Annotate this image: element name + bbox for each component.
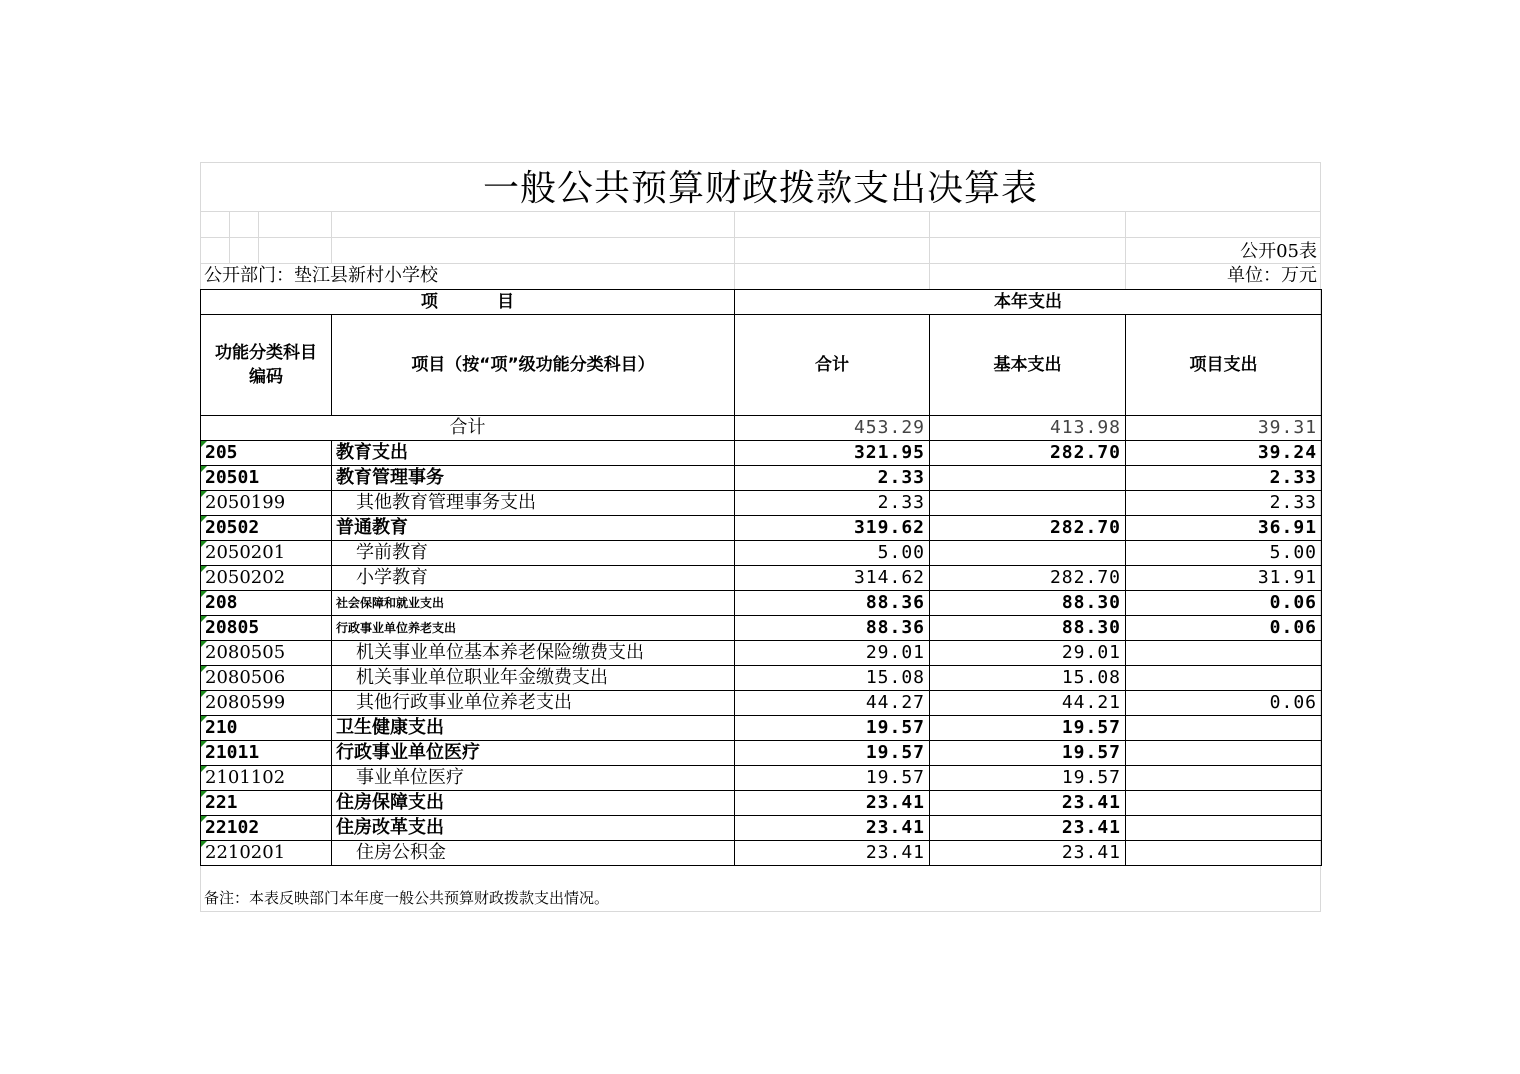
row-basic: 23.41 xyxy=(930,841,1126,866)
table-id: 公开05表 xyxy=(1240,241,1317,262)
row-code xyxy=(201,566,332,591)
row-basic: 19.57 xyxy=(930,741,1126,766)
row-code-text: 2101102 xyxy=(205,767,286,788)
cell-marker-icon xyxy=(201,816,207,822)
row-project: 39.24 xyxy=(1126,441,1322,466)
row-total: 88.36 xyxy=(735,591,930,616)
row-basic: 29.01 xyxy=(930,641,1126,666)
cell-marker-icon xyxy=(201,616,207,622)
table-row xyxy=(201,641,1322,666)
cell-marker-icon xyxy=(201,791,207,797)
row-name: 社会保障和就业支出 xyxy=(332,591,735,616)
row-basic: 23.41 xyxy=(930,816,1126,841)
cell-marker-icon xyxy=(201,691,207,697)
report-title: 一般公共预算财政拨款支出决算表 xyxy=(482,168,1038,209)
total-row-total: 453.29 xyxy=(735,416,930,441)
row-code xyxy=(201,641,332,666)
table-row xyxy=(201,541,1322,566)
row-project xyxy=(1126,841,1322,866)
row-total: 23.41 xyxy=(735,791,930,816)
total-row-project: 39.31 xyxy=(1126,416,1322,441)
row-basic: 88.30 xyxy=(930,616,1126,641)
row-project xyxy=(1126,766,1322,791)
row-total: 321.95 xyxy=(735,441,930,466)
table-row xyxy=(201,491,1322,516)
row-code xyxy=(201,716,332,741)
row-total: 44.27 xyxy=(735,691,930,716)
row-name: 普通教育 xyxy=(332,516,735,541)
row-total: 319.62 xyxy=(735,516,930,541)
row-project xyxy=(1126,716,1322,741)
row-code xyxy=(201,491,332,516)
table-row xyxy=(201,666,1322,691)
expenditure-table xyxy=(200,289,1322,866)
row-code-text: 210 xyxy=(205,717,238,738)
row-name: 行政事业单位医疗 xyxy=(332,741,735,766)
row-basic: 88.30 xyxy=(930,591,1126,616)
table-row xyxy=(201,816,1322,841)
row-name: 其他行政事业单位养老支出 xyxy=(332,691,735,716)
row-code xyxy=(201,616,332,641)
row-basic: 15.08 xyxy=(930,666,1126,691)
basic-column-header: 基本支出 xyxy=(930,315,1126,416)
row-name: 住房公积金 xyxy=(332,841,735,866)
row-project xyxy=(1126,641,1322,666)
row-name: 教育支出 xyxy=(332,441,735,466)
row-basic: 282.70 xyxy=(930,441,1126,466)
cell-marker-icon xyxy=(201,741,207,747)
row-total: 88.36 xyxy=(735,616,930,641)
total-row-label: 合计 xyxy=(201,416,735,441)
row-name: 行政事业单位养老支出 xyxy=(332,616,735,641)
cell-marker-icon xyxy=(201,716,207,722)
row-code-text: 2080599 xyxy=(205,692,286,713)
row-total: 2.33 xyxy=(735,466,930,491)
table-row xyxy=(201,591,1322,616)
row-code-text: 2080505 xyxy=(205,642,286,663)
row-code xyxy=(201,816,332,841)
row-code xyxy=(201,441,332,466)
row-total: 15.08 xyxy=(735,666,930,691)
table-row xyxy=(201,741,1322,766)
row-basic: 282.70 xyxy=(930,516,1126,541)
row-basic: 23.41 xyxy=(930,791,1126,816)
name-column-header: 项目（按“项”级功能分类科目） xyxy=(332,315,735,416)
row-name: 学前教育 xyxy=(332,541,735,566)
total-row-basic: 413.98 xyxy=(930,416,1126,441)
table-row xyxy=(201,441,1322,466)
row-project xyxy=(1126,741,1322,766)
row-basic: 19.57 xyxy=(930,766,1126,791)
cell-marker-icon xyxy=(201,591,207,597)
row-name: 事业单位医疗 xyxy=(332,766,735,791)
footnote: 备注：本表反映部门本年度一般公共预算财政拨款支出情况。 xyxy=(204,889,610,907)
row-basic: 282.70 xyxy=(930,566,1126,591)
year-expense-group-header: 本年支出 xyxy=(735,290,1322,315)
cell-marker-icon xyxy=(201,541,207,547)
row-code xyxy=(201,791,332,816)
row-total: 5.00 xyxy=(735,541,930,566)
code-column-header: 功能分类科目编码 xyxy=(201,315,332,416)
item-group-header: 项 目 xyxy=(201,290,735,315)
row-total: 23.41 xyxy=(735,841,930,866)
row-code xyxy=(201,841,332,866)
table-row xyxy=(201,841,1322,866)
row-code xyxy=(201,466,332,491)
row-project: 0.06 xyxy=(1126,616,1322,641)
row-total: 19.57 xyxy=(735,716,930,741)
row-code xyxy=(201,541,332,566)
table-row xyxy=(201,616,1322,641)
row-total: 29.01 xyxy=(735,641,930,666)
row-code-text: 22102 xyxy=(205,817,260,838)
row-project: 5.00 xyxy=(1126,541,1322,566)
table-row xyxy=(201,716,1322,741)
row-total: 19.57 xyxy=(735,741,930,766)
row-code-text: 2210201 xyxy=(205,842,286,863)
row-project: 36.91 xyxy=(1126,516,1322,541)
row-project xyxy=(1126,666,1322,691)
row-project: 2.33 xyxy=(1126,491,1322,516)
row-project: 2.33 xyxy=(1126,466,1322,491)
row-code-text: 2050202 xyxy=(205,567,286,588)
table-row xyxy=(201,466,1322,491)
department-label: 公开部门：垫江县新村小学校 xyxy=(204,265,438,286)
row-total: 23.41 xyxy=(735,816,930,841)
cell-marker-icon xyxy=(201,666,207,672)
row-code xyxy=(201,691,332,716)
row-basic: 19.57 xyxy=(930,716,1126,741)
row-basic xyxy=(930,466,1126,491)
row-total: 19.57 xyxy=(735,766,930,791)
row-total: 2.33 xyxy=(735,491,930,516)
row-project: 31.91 xyxy=(1126,566,1322,591)
row-basic xyxy=(930,491,1126,516)
row-name: 教育管理事务 xyxy=(332,466,735,491)
row-name: 小学教育 xyxy=(332,566,735,591)
cell-marker-icon xyxy=(201,466,207,472)
table-row xyxy=(201,691,1322,716)
cell-marker-icon xyxy=(201,841,207,847)
row-code xyxy=(201,741,332,766)
row-name: 机关事业单位基本养老保险缴费支出 xyxy=(332,641,735,666)
row-project: 0.06 xyxy=(1126,591,1322,616)
row-code-text: 20502 xyxy=(205,517,260,538)
row-project: 0.06 xyxy=(1126,691,1322,716)
row-code-text: 20805 xyxy=(205,617,260,638)
row-code xyxy=(201,591,332,616)
cell-marker-icon xyxy=(201,641,207,647)
row-total: 314.62 xyxy=(735,566,930,591)
row-name: 其他教育管理事务支出 xyxy=(332,491,735,516)
cell-marker-icon xyxy=(201,516,207,522)
row-code-text: 20501 xyxy=(205,467,260,488)
row-name: 住房改革支出 xyxy=(332,816,735,841)
cell-marker-icon xyxy=(201,491,207,497)
row-basic: 44.21 xyxy=(930,691,1126,716)
row-code-text: 21011 xyxy=(205,742,260,763)
cell-marker-icon xyxy=(201,566,207,572)
row-code xyxy=(201,766,332,791)
row-name: 住房保障支出 xyxy=(332,791,735,816)
cell-marker-icon xyxy=(201,766,207,772)
row-code-text: 2050201 xyxy=(205,542,286,563)
row-code-text: 205 xyxy=(205,442,238,463)
row-code xyxy=(201,666,332,691)
table-row xyxy=(201,766,1322,791)
row-project xyxy=(1126,791,1322,816)
unit-label: 单位：万元 xyxy=(1227,265,1317,286)
cell-marker-icon xyxy=(201,441,207,447)
row-project xyxy=(1126,816,1322,841)
table-row xyxy=(201,791,1322,816)
row-code-text: 208 xyxy=(205,592,238,613)
table-row xyxy=(201,516,1322,541)
row-name: 机关事业单位职业年金缴费支出 xyxy=(332,666,735,691)
total-column-header: 合计 xyxy=(735,315,930,416)
project-column-header: 项目支出 xyxy=(1126,315,1322,416)
row-basic xyxy=(930,541,1126,566)
table-row xyxy=(201,566,1322,591)
row-code xyxy=(201,516,332,541)
row-code-text: 221 xyxy=(205,792,238,813)
row-code-text: 2080506 xyxy=(205,667,286,688)
row-code-text: 2050199 xyxy=(205,492,286,513)
row-name: 卫生健康支出 xyxy=(332,716,735,741)
